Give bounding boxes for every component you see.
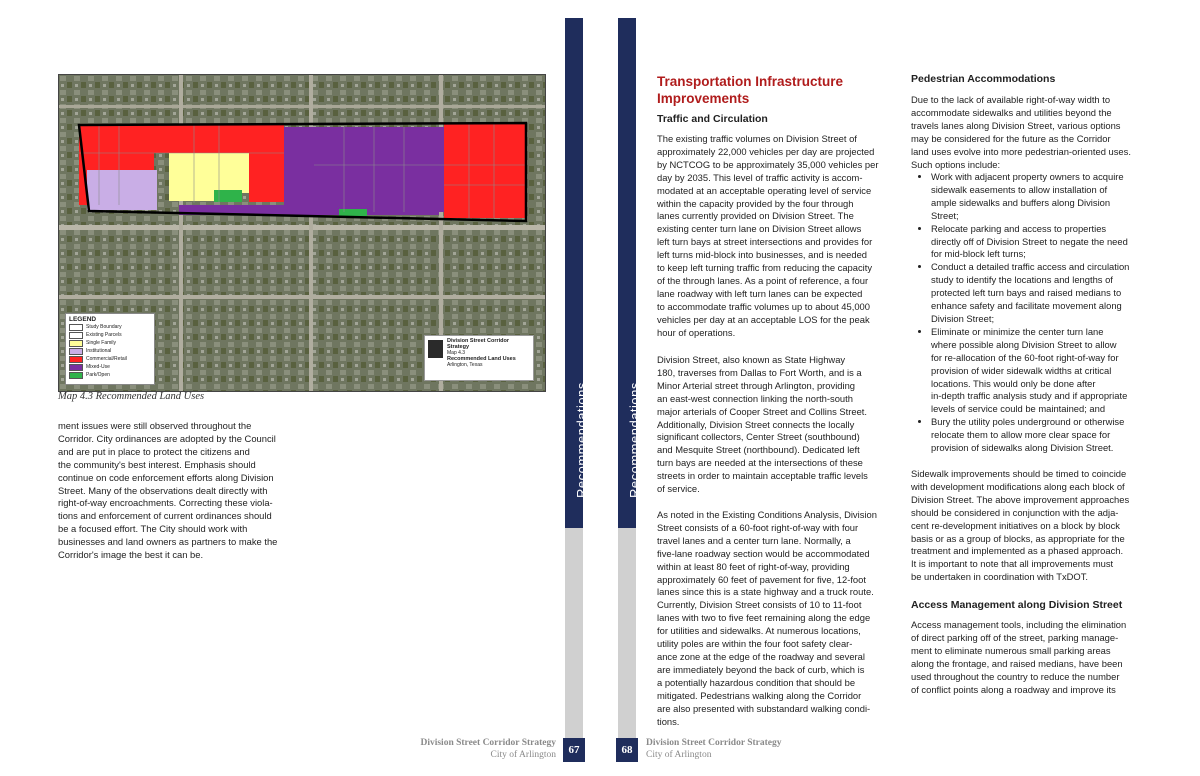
traffic-p1-line: to keep left turning traffic from reducing the capacity	[657, 262, 873, 274]
ped-intro-line: may be considered for the future as the Corridor	[911, 132, 1111, 144]
legend-swatch	[69, 340, 83, 347]
map-title-block	[424, 335, 534, 381]
left-footer-subtitle: City of Arlington	[490, 750, 556, 760]
bullet-line: enhance safety and facilitate movement along	[931, 300, 1122, 312]
map-legend	[65, 313, 155, 385]
bullet-line: where possible along Division Street to allow	[931, 338, 1117, 350]
legend-swatch	[69, 356, 83, 363]
ped-p2-line: with development modifications along each block of	[911, 480, 1125, 492]
ped-p2-line: It is important to note that all improvements must	[911, 558, 1114, 570]
legend-label: Institutional	[86, 348, 112, 354]
traffic-p2-line: and Mesquite Street (northbound). Dedicated left	[657, 444, 860, 456]
left-paragraph-line: Corridor. City ordinances are adopted by the Council	[58, 432, 276, 444]
access-line: Access management tools, including the elimination	[911, 619, 1127, 630]
access-line: of conflict points along a roadway and improve its	[911, 683, 1116, 695]
traffic-p2-line: of service.	[657, 483, 700, 495]
bullet-line: • Bury the utility poles underground or otherwise	[931, 416, 1125, 428]
ped-intro-line: Due to the lack of available right-of-way width to	[911, 94, 1111, 105]
traffic-p2-line: Additionally, Division Street connects the locally	[657, 418, 855, 430]
bullet-line: Division Street;	[931, 312, 995, 324]
traffic-p1-line: of the through lanes. As a point of reference, a four	[657, 274, 869, 286]
legend-item	[69, 339, 151, 347]
pedestrian-bullet-item	[931, 223, 1151, 262]
traffic-p1-line: within the capacity provided by the four through	[657, 197, 854, 209]
legend-item	[69, 347, 151, 355]
left-sidebar-label: Recommendations	[574, 382, 589, 498]
traffic-p3-line: lanes since this is a state highway and a truck route.	[657, 586, 874, 598]
ped-intro-line: accommodate sidewalks and utilities beyond the	[911, 106, 1112, 118]
legend-swatch	[69, 364, 83, 371]
traffic-p3-line: Street consists of a 60-foot right-of-way with four	[657, 521, 859, 533]
traffic-p3-line: travel lanes and a center turn lane. Normally, a	[657, 534, 851, 546]
pedestrian-bullet-item	[931, 416, 1151, 455]
ped-intro-line: Such options include:	[911, 158, 1001, 170]
map-caption: Map 4.3 Recommended Land Uses	[58, 391, 205, 402]
traffic-p3-line: within at least 80 feet of right-of-way, providing	[657, 560, 850, 572]
traffic-p3-line: are also presented with substandard walking condi-	[657, 702, 871, 714]
legend-title: LEGEND	[69, 316, 97, 323]
bullet-line: • Work with adjacent property owners to acquire	[931, 171, 1124, 182]
pedestrian-paragraph-2	[911, 468, 1151, 584]
left-paragraph-line: ment issues were still observed throughout the	[58, 420, 252, 431]
traffic-p3-line: As noted in the Existing Conditions Analysis, Division	[657, 509, 877, 520]
left-paragraph-line: businesses and land owners as partners to make the	[58, 536, 278, 548]
traffic-p1-line: to accommodate traffic volumes up to about 45,000	[657, 300, 870, 312]
traffic-paragraph-2	[657, 354, 897, 496]
bullet-line: protected left turn bays and raised medians to	[931, 287, 1122, 299]
right-sidebar-label: Recommendations	[627, 382, 642, 498]
map-title-line1: Division Street Corridor Strategy	[447, 338, 510, 350]
left-page-paragraph	[58, 420, 298, 562]
traffic-p3-line: utility poles are within the four foot safety clear-	[657, 638, 853, 650]
ped-p2-line: cent re-development initiatives on a block by block	[911, 519, 1120, 531]
legend-label: Mixed-Use	[86, 364, 110, 370]
traffic-p1-line: left turn bays at street intersections and provides for	[657, 236, 873, 248]
ped-p2-line: be undertaken in coordination with TxDOT.	[911, 571, 1089, 583]
traffic-p2-line: major arterials of Cooper Street and Collins Street.	[657, 405, 867, 417]
traffic-p3-line: mitigated. Pedestrians walking along the Corridor	[657, 689, 862, 701]
bullet-line: • Relocate parking and access to properties	[931, 222, 1107, 234]
map-title-line4: Arlington, Texas	[447, 362, 483, 368]
legend-item	[69, 355, 151, 363]
access-line: used throughout the country to reduce the number	[911, 670, 1120, 682]
traffic-p1-line: hour of operations.	[657, 326, 736, 338]
pedestrian-bullet-item	[931, 326, 1151, 416]
left-paragraph-line: tions and enforcement of current ordinances should	[58, 510, 272, 522]
bullet-line: for re-allocation of the 60-foot right-of-way for	[931, 351, 1119, 363]
bullet-line: relocate them to allow more clear space for	[931, 429, 1111, 441]
right-footer-title: Division Street Corridor Strategy	[646, 738, 782, 748]
page-number-67: 67	[563, 738, 585, 762]
bullet-line: locations. This would only be done after	[931, 377, 1096, 389]
traffic-p3-line: five-lane roadway section would be accommodated	[657, 547, 870, 559]
bullet-line: in-depth traffic analysis study and if appropriate	[931, 390, 1128, 402]
bullet-line: study to identify the locations and lengths of	[931, 274, 1113, 286]
legend-swatch	[69, 332, 83, 339]
left-paragraph-line: right-of-way encroachments. Correcting these viola-	[58, 497, 273, 509]
traffic-p1-line: by NCTCOG to be approximately 35,000 vehicles per	[657, 158, 879, 170]
legend-item	[69, 363, 151, 371]
pedestrian-bullet-item	[931, 171, 1151, 223]
traffic-p1-line: modated at an acceptable operating level of service	[657, 184, 872, 196]
pedestrian-intro	[911, 94, 1151, 171]
land-use-parcels	[79, 123, 526, 218]
traffic-heading: Traffic and Circulation	[657, 113, 768, 125]
access-line: along the frontage, and raised medians, have been	[911, 657, 1123, 669]
bullet-line: Street;	[931, 209, 959, 221]
right-footer-subtitle: City of Arlington	[646, 750, 712, 760]
ped-p2-line: treatment and implemented as a phased approach.	[911, 545, 1124, 557]
traffic-p2-line: streets in order to maintain acceptable traffic levels	[657, 470, 868, 482]
left-paragraph-line: be a focused effort. The City should work with	[58, 523, 248, 535]
traffic-p1-line: lane roadway with left turn lanes can be expected	[657, 287, 863, 299]
bullet-line: levels of service could be maintained; and	[931, 403, 1106, 415]
bullet-line: sidewalk easements to allow installation of	[931, 183, 1108, 195]
left-page-sidebar	[565, 18, 589, 760]
map-title-line3: Recommended Land Uses	[447, 356, 516, 362]
traffic-p3-line: approximately 60 feet of pavement for five, 12-foot	[657, 573, 866, 585]
traffic-p3-line: a potentially hazardous condition that should be	[657, 676, 856, 688]
traffic-p1-line: approximately 22,000 vehicles per day are projected	[657, 145, 875, 157]
left-page-footer	[380, 737, 556, 761]
left-paragraph-line: continue on code enforcement efforts along Division	[58, 471, 274, 483]
traffic-p1-line: left turns mid-block into businesses, and is needed	[657, 249, 868, 261]
traffic-p3-line: tions.	[657, 715, 680, 727]
legend-label: Single Family	[86, 340, 117, 346]
page-number-68: 68	[616, 738, 638, 762]
left-paragraph-line: Street. Many of the observations dealt directly with	[58, 484, 268, 496]
legend-label: Commercial/Retail	[86, 356, 127, 362]
bullet-line: • Conduct a detailed traffic access and circulation	[931, 261, 1130, 273]
legend-swatch	[69, 372, 83, 379]
section-title	[657, 73, 897, 107]
traffic-p3-line: for utilities and sidewalks. At numerous locations,	[657, 625, 861, 637]
bullet-line: provision of wider sidewalk widths at critical	[931, 364, 1112, 376]
left-paragraph-line: the community's best interest. Emphasis should	[58, 458, 256, 470]
map-title-line2: Map 4.3	[447, 350, 466, 356]
section-title-line2: Improvements	[657, 91, 750, 106]
legend-item	[69, 331, 151, 339]
traffic-p1-line: existing center turn lane on Division Street allows	[657, 223, 862, 235]
legend-item	[69, 371, 151, 379]
right-page-sidebar	[618, 18, 642, 760]
city-logo-icon	[428, 340, 443, 358]
traffic-p2-line: Division Street, also known as State Highway	[657, 354, 846, 365]
access-heading: Access Management along Division Street	[911, 599, 1123, 611]
bullet-line: for mid-block left turns;	[931, 248, 1026, 260]
access-line: of direct parking off of the street, parking manage-	[911, 631, 1119, 643]
ped-intro-line: travels lanes along Division Street, various options	[911, 119, 1121, 131]
traffic-p2-line: turn bays are needed at the intersections of these	[657, 457, 863, 469]
traffic-p1-line: day by 2035. This level of traffic activity is accom-	[657, 171, 863, 183]
traffic-p2-line: an east-west connection linking the north-south	[657, 392, 853, 404]
ped-p2-line: Division Street. The above improvement approaches	[911, 493, 1130, 505]
access-paragraph	[911, 619, 1151, 696]
traffic-p1-line: The existing traffic volumes on Division Street of	[657, 133, 857, 144]
bullet-line: directly off of Division Street to negate the need	[931, 235, 1128, 247]
traffic-p1-line: lanes currently provided on Division Street. The	[657, 210, 854, 222]
legend-label: Study Boundary	[86, 324, 122, 330]
legend-swatch	[69, 324, 83, 331]
traffic-p3-line: lanes with two to five feet remaining along the edge	[657, 612, 871, 624]
ped-intro-line: land uses evolve into more pedestrian-oriented uses.	[911, 145, 1131, 157]
left-paragraph-line: and are put in place to protect the citizens and	[58, 445, 250, 457]
left-paragraph-line: Corridor's image the best it can be.	[58, 549, 204, 561]
ped-p2-line: should be considered in conjunction with the adja-	[911, 506, 1119, 518]
section-title-line1: Transportation Infrastructure	[657, 74, 844, 89]
traffic-p3-line: Currently, Division Street consists of 10 to 11-foot	[657, 599, 862, 611]
ped-p2-line: Sidewalk improvements should be timed to coincide	[911, 468, 1127, 479]
legend-label: Park/Open	[86, 372, 110, 378]
recommended-land-uses-map	[58, 74, 546, 392]
traffic-p3-line: are immediately beyond the back of curb, which is	[657, 663, 865, 675]
access-line: ment to eliminate numerous small parking areas	[911, 644, 1111, 656]
pedestrian-bullets	[911, 171, 1151, 455]
bullet-line: ample sidewalks and buffers along Division	[931, 196, 1111, 208]
right-page-footer	[646, 737, 846, 761]
pedestrian-heading: Pedestrian Accommodations	[911, 73, 1056, 85]
legend-swatch	[69, 348, 83, 355]
legend-item	[69, 323, 151, 331]
traffic-paragraph-3	[657, 509, 897, 728]
legend-label: Existing Parcels	[86, 332, 122, 338]
bullet-line: • Eliminate or minimize the center turn lane	[931, 325, 1104, 337]
traffic-p3-line: ance zone at the edge of the roadway and several	[657, 650, 865, 662]
ped-p2-line: basis or as a group of blocks, as appropriate for the	[911, 532, 1125, 544]
bullet-line: provision of sidewalks along Division Street.	[931, 442, 1114, 454]
traffic-p2-line: 180, traverses from Dallas to Fort Worth, and is a	[657, 366, 862, 378]
traffic-p1-line: vehicles per day at an acceptable LOS for the peak	[657, 313, 870, 325]
traffic-p2-line: Minor Arterial street through Arlington, providing	[657, 379, 856, 391]
left-footer-title: Division Street Corridor Strategy	[420, 738, 556, 748]
traffic-p2-line: significant collectors, Center Street (southbound)	[657, 431, 860, 443]
traffic-paragraph-1	[657, 133, 897, 340]
pedestrian-bullet-item	[931, 261, 1151, 326]
